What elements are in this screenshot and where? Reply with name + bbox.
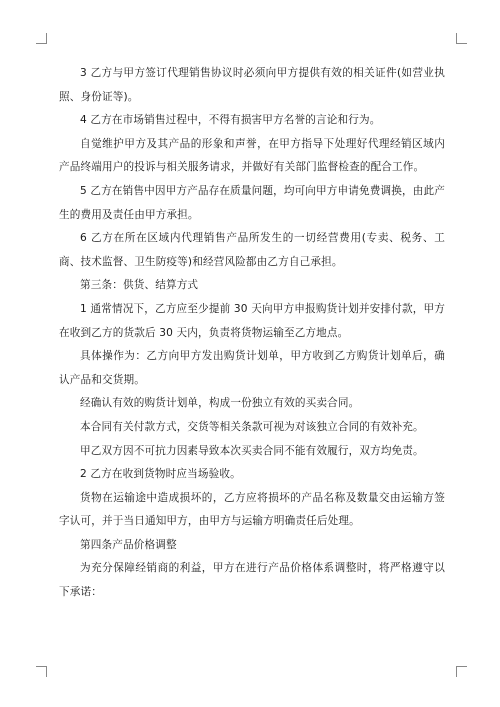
- paragraph-transport-damage: 货物在运输途中造成损坏的，乙方应将损坏的产品名称及数量交由运输方签字认可，并于当日通知甲方，由甲方与运输方明确责任后处理。: [59, 491, 445, 528]
- paragraph-clause-6: 6 乙方在所在区域内代理销售产品所发生的一切经营费用(专卖、税务、工商、技术监督、卫生防疫等)和经营风险都由乙方自己承担。: [59, 232, 445, 268]
- paragraph-price-commitment: 为充分保障经销商的利益，甲方在进行产品价格体系调整时，将严格遵守以下承诺：: [59, 562, 445, 599]
- paragraph-inspection: 2 乙方在收到货物时应当场验收。: [80, 468, 241, 481]
- paragraph-clause-5: 5 乙方在销售中因甲方产品存在质量问题，均可向甲方申请免费调换，由此产生的费用及责任由甲方承担。: [59, 184, 445, 221]
- document-body: [59, 62, 445, 605]
- section-heading-article-3: 第三条：供货、结算方式: [80, 279, 199, 292]
- paragraph-clause-4: 4 乙方在市场销售过程中，不得有损害甲方名誉的言论和行为。: [80, 114, 381, 127]
- paragraph-supply-1: 1 通常情况下，乙方应至少提前 30 天向甲方申报购货计划并安排付款，甲方在收到乙方的货款后 30 天内，负责将货物运输至乙方地点。: [59, 302, 445, 339]
- section-heading-article-4: 第四条产品价格调整: [80, 538, 177, 551]
- crop-mark-top-left: [36, 33, 47, 44]
- paragraph-brand-image: 自觉维护甲方及其产品的形象和声誉，在甲方指导下处理好代理经销区域内产品终端用户的投诉与相关服务请求，并做好有关部门监督检查的配合工作。: [59, 137, 445, 174]
- paragraph-payment-terms: 本合同有关付款方式，交货等相关条款可视为对该独立合同的有效补充。: [80, 420, 424, 433]
- crop-mark-bottom-right: [456, 666, 467, 677]
- paragraph-contract-valid: 经确认有效的购货计划单，构成一份独立有效的买卖合同。: [80, 397, 360, 410]
- crop-mark-bottom-left: [36, 666, 47, 677]
- paragraph-clause-3: 3 乙方与甲方签订代理销售协议时必须向甲方提供有效的相关证件(如营业执照、身份证等)。: [59, 67, 445, 103]
- paragraph-force-majeure: 甲乙双方因不可抗力因素导致本次买卖合同不能有效履行，双方均免责。: [80, 444, 424, 457]
- crop-mark-top-right: [456, 33, 467, 44]
- paragraph-procedure: 具体操作为：乙方向甲方发出购货计划单，甲方收到乙方购货计划单后，确认产品和交货期。: [59, 350, 445, 386]
